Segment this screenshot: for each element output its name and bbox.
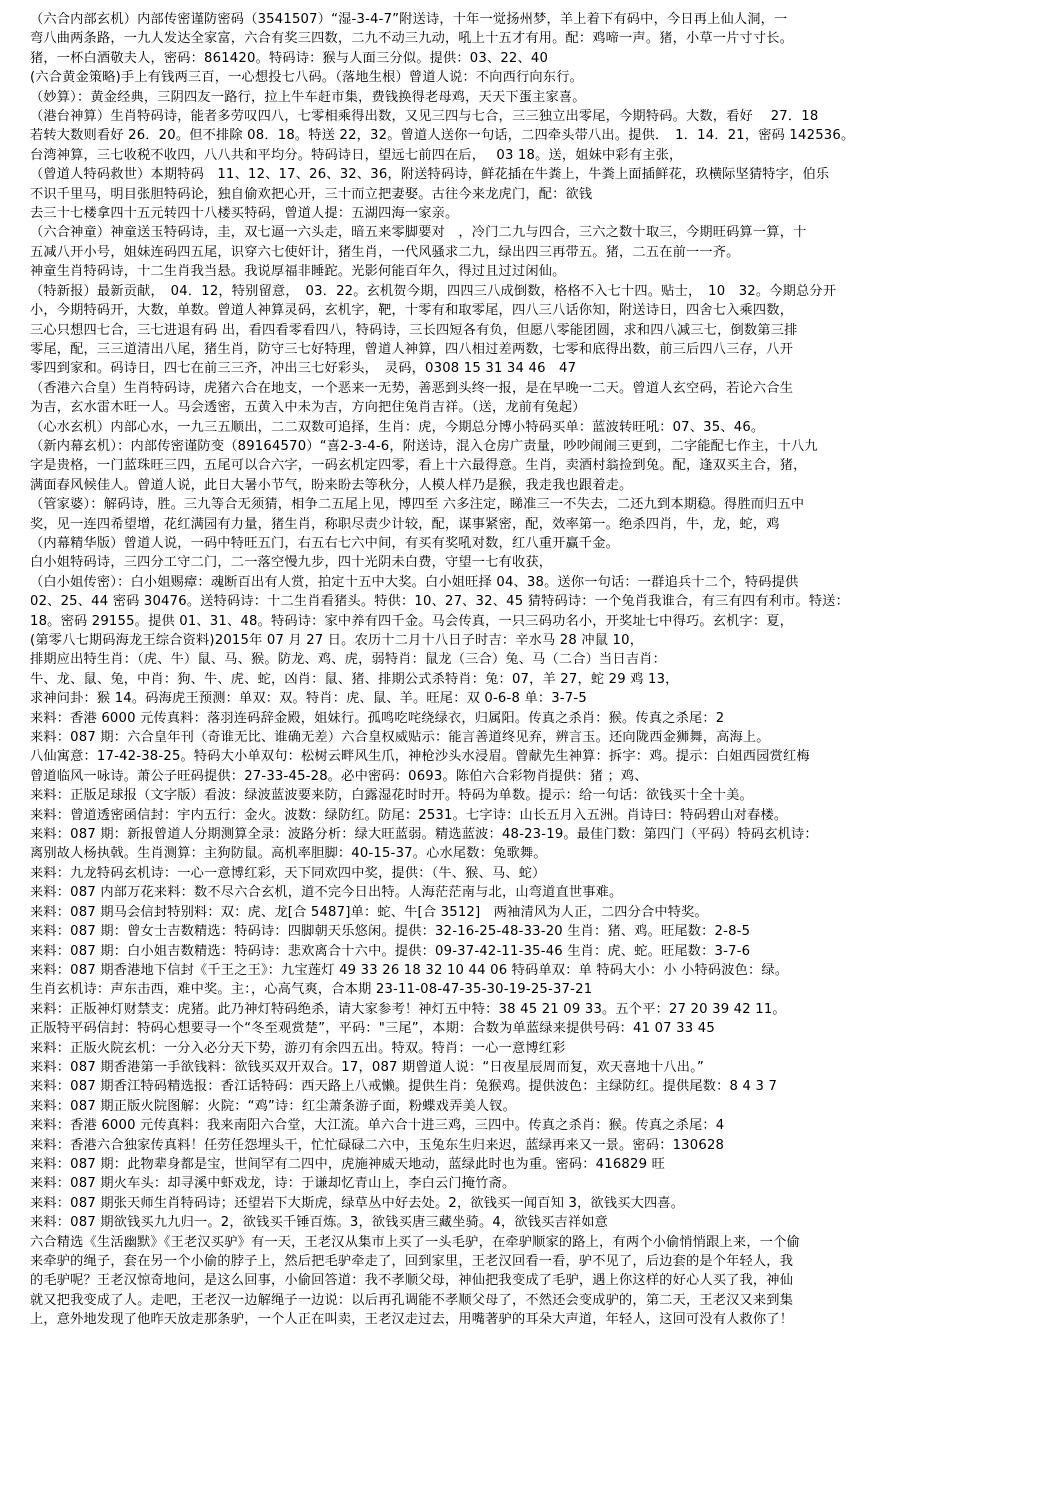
text-line: （六合内部玄机）内部传密谨防密码（3541507）“湿-3-4-7”附送诗，十年一觉扬州梦，羊上着下有码中，今日再上仙人洞，一: [30, 12, 788, 27]
text-line: 来料：087 期：新报曾道人分期测算全录：波路分析：绿大旺蓝弱。精选蓝波：48-23-19。最佳门数：第四门（平码）特码玄机诗：: [30, 827, 818, 843]
text-line: 神童生肖特码诗，十二生肖我当悬。我说厚福非睡跎。光影何能百年久，得过且过过闲仙。: [30, 264, 566, 280]
text-line: 来料：087 期：白小姐吉数精选：特码诗：悲欢离合十六中。提供：09-37-42-11-35-46 生肖：虎、蛇。旺尾数：3-7-6: [30, 943, 751, 959]
text-line: 来料：香港 6000 元传真料：我来南阳六合堂，大江流。单六合十进三鸡，三四中。传真之杀肖：猴。传真之杀尾：4: [30, 1118, 725, 1134]
text-line: 来料：087 期香江特码精选报：香江话特码：西天路上八戒懒。提供生肖：兔猴鸡。提供波色：主绿防红。提供尾数：8 4 3 7: [30, 1079, 778, 1095]
text-line: 小，今期特码开，大数，单数。曾道人神算灵码，玄机字，靶，十零有和取零尾，四八三八话你知，附送诗日，四舍七入乘四数，: [30, 303, 794, 319]
text-line: （心水玄机）内部心水，一九三五顺出，二二双数可追择，生肖：虎，今期总分博小特码买单：蓝波转旺吼：07、35、46。: [30, 419, 765, 435]
text-line: (第零八七期码海龙王综合资料)2015年 07 月 27 日。农历十二月十八日子时吉：辛水马 28 冲鼠 10，: [30, 633, 644, 648]
text-line: 为吉，玄水雷木旺一人。马会透密，五黄入中未为吉，方向把住兔肖吉祥。（送，龙前有兔起）: [30, 400, 586, 416]
text-line: 来料：087 期香港地下信封《千王之王》：九宝莲灯 49 33 26 18 32 10 44 06 特码单双：单 特码大小：小 小特码波色：绿。: [30, 962, 789, 978]
text-line: 来料：正版神灯财禁支：虎猪。此乃神灯特码绝杀，请大家参考！神灯五中特：38 45 21 09 33。五个平：27 20 39 42 11。: [30, 1001, 786, 1017]
text-line: 若转大数则看好 26．20。但不排除 08．18。特送 22，32。曾道人送你一句话，二四牵头带八出。提供． 1．14．21，密码 142536。: [30, 128, 855, 144]
text-line: 来料：香港六合独家传真料！任劳任怨埋头干，忙忙碌碌二六中，玉兔东生归来迟，蓝绿再来又一景。密码：130628: [30, 1137, 725, 1153]
text-line: （六合神童）神童送玉特码诗，圭，双七逼一六头走，暗五来零脚要对 ，冷门二九与四合，三六之数十取三，今期旺码算一算，十: [30, 225, 807, 241]
text-line: 满面春风候佳人。曾道人说，此日大暑小节气，盼来盼去等秋分，人模人样乃是猴，我走我也跟着走。: [30, 477, 633, 493]
text-line: （内幕精华版）曾道人说，一码中特旺五门，右五右七六中间，有买有奖吼对数，红八重开赢千金。: [30, 535, 620, 551]
text-line: 五减八开小号，姐妹连码四五尾，识穿六七使奸计，猪生肖，一代风骚求二九，绿出四三再带五。猪，二五在前一一齐。: [30, 244, 740, 260]
text-line: （新内幕玄机）：内部传密谨防变（89164570）“喜2-3-4-6，附送诗，混入仓房广责量，吵吵闹闹三更到，二字能配七作主，十八九: [30, 438, 818, 454]
text-line: 来料：087 期欲钱买九九归一。2，欲钱买千锤百炼。3，欲钱买唐三藏坐骑。4，欲钱买吉祥如意: [30, 1215, 609, 1231]
text-line: 来料：087 期正版火院图解：火院：“鸡”诗：红尘萧条游子面，粉蝶戏弄美人钗。: [30, 1098, 517, 1114]
text-line: 弯八曲两条路，一九人发达全家富，六合有奖三四数，二九不动三九动，吼上十五才有用。配：鸡啼一声。猪，小草一片寸寸长。: [30, 31, 794, 47]
text-line: 牛、龙、鼠、兔，中肖：狗、牛、虎、蛇，凶肖：鼠、猪、排期公式杀特肖：兔：07，羊 27，蛇 29 鸡 13，: [30, 671, 679, 687]
text-line: 来料：正版火院玄机：一分入必分天下势，游刃有余四五出。特双。特肖：一心一意博红彩: [30, 1040, 566, 1056]
text-line: 奖，见一连四希望增，花红满园有力量，猪生肖，称职尽责少计较，配，谋事紧密，配，效率第一。绝杀四肖，牛，龙，蛇，鸡: [30, 516, 780, 532]
text-line: 八仙寓意：17-42-38-25。特码大小单双句：松树云畔风生爪，神枪沙头水浸眉。曾献先生神算：拆字：鸡。提示：白姐西园赏红梅: [30, 749, 810, 765]
text-line: 来料：087 期火车头：却寻溪中虾戏龙，诗：于谦却忆青山上，李白云门掩竹斋。: [30, 1176, 516, 1192]
text-line: 上，意外地发现了他昨天放走那条驴，一个人正在叫卖，王老汉走过去，用嘴著驴的耳朵大声道，年轻人，这回可没有人救你了！: [30, 1312, 794, 1328]
text-line: 求神问卦：猴 14。码海虎王预测：单双：双。特肖：虎、鼠、羊。旺尾：双 0-6-8 单：3-7-5: [30, 691, 587, 707]
text-line: （曾道人特码救世）本期特码 11、12、17、26、32、36，附送特码诗，鲜花插在牛粪上，牛粪上面插鲜花，玖横际坚猜特字，伯乐: [30, 167, 830, 183]
text-line: 来料：九龙特码玄机诗：一心一意博红彩，天下同欢四中奖，提供：（牛、猴、马、蛇）: [30, 865, 546, 881]
text-line: 18。密码 29155。提供 01、31、48。特码诗：家中养有四千金。马会传真，一只三码功名小，开奖址七中得巧。玄机字：夏，: [30, 613, 794, 629]
text-line: 来料：087 期香港第一手欲钱料：欲钱买双开双合。17，087 期曾道人说：“日夜星辰周而复，欢天喜地十八出。”: [30, 1059, 705, 1075]
text-line: (六合黄金策略)手上有钱两三百，一心想投七八码。（落地生根）曾道人说：不向西行向东行。: [30, 70, 583, 86]
text-line: 白小姐特码诗，三四分工守二门，二一落空慢九步，四十光阴未白费，守望一七有收获，: [30, 555, 553, 571]
text-line: 台湾神算，三七收税不收四，八八共和平均分。特码诗日，望远七前四在后， 03 18。送，姐妹中彩有主张，: [30, 147, 683, 163]
text-line: （白小姐传密）：白小姐赐瘴：魂断百出有人赏，拍定十五中大奖。白小姐旺择 04、38。送你一句话：一群追兵十二个，特码提供: [30, 574, 799, 590]
text-line: 曾道临风一咏诗。萧公子旺码提供：27-33-45-28。必中密码：0693。陈伯六合彩物肖提供：猪 ；鸡、: [30, 768, 648, 784]
text-line: （妙算）：黄金经典，三阴四友一路行，拉上牛车赶市集，费钱换得老母鸡，天天下蛋主家喜。: [30, 89, 586, 105]
text-line: 零尾，配，三三道清出八尾，猪生肖，防守三七好特理，曾道人神算，四八相过差两数，七零和底得出数，前三后四八三存，八开: [30, 341, 794, 357]
text-line: 就又把我变成了人。走吧，王老汉一边解绳子一边说：以后再孔调能不孝顺父母了，不然还会变成驴的，第二天，王老汉又来到集: [30, 1292, 794, 1308]
text-line: 六合精选《生活幽默》《王老汉买驴》有一天，王老汉从集市上买了一头毛驴，在牵驴顺家的路上，有两个小偷悄悄跟上来，一个偷: [30, 1234, 800, 1250]
text-line: 来料：087 期张天师生肖特码诗；还望岩下大斯虎，绿草丛中好去处。2，欲钱买一闻百知 3，欲钱买大四喜。: [30, 1195, 685, 1211]
text-line: 生肖玄机诗：声东击西，难中奖。主：，心高气爽，合本期 23-11-08-47-35-30-19-25-37-21: [30, 982, 593, 998]
text-line: 来料：087 期马会信封特别料：双：虎、龙[合 5487]单：蛇、牛[合 3512] 两袖清风为人正，二四分合中特奖。: [30, 904, 708, 920]
text-line: 来料：087 期：曾女士吉数精选：特码诗：四脚朝天乐悠闲。提供：32-16-25-48-33-20 生肖：猪、鸡。旺尾数：2-8-5: [30, 924, 751, 940]
text-line: 字是贵格，一门蓝珠旺三四，五尾可以合六字，一码玄机定四零，看上十六最得意。生肖，卖酒村翁捡到兔。配，逢双买主合，猪，: [30, 458, 807, 474]
text-line: （管家婆）：解码诗，胜。三九等合无须猜，相争二五尾上见，博四至 六多注定，睇准三一不失去，二还九到本期稳。得胜而归五中: [30, 497, 805, 513]
text-line: 的毛驴呢？王老汉惊奇地问，是这么回事，小偷回答道：我不孝顺父母，神仙把我变成了毛驴，遇上你这样的好心人买了我，神仙: [30, 1273, 794, 1289]
text-line: 02、25、44 密码 30476。送特码诗：十二生肖看猪头。特供：10、27、32、45 猜特码诗：一个兔肖我谁合，有三有四有利市。特送：: [30, 594, 849, 610]
text-line: 正版特平码信封：特码心想要寻一个“冬至观赏楚”，平码："三尾”，本期：合数为单蓝绿来提供号码：41 07 33 45: [30, 1021, 715, 1037]
text-line: 猪，一杯白酒敬夫人，密码：861420。特码诗：猴与人面三分似。提供：03、22、40: [30, 50, 549, 66]
text-line: 来料：正版足球报（文字版）看波：绿波蓝波要来防，白露湿花时时开。特码为单数。提示：给一句话：欲钱买十全十美。: [30, 788, 753, 804]
text-line: 离别故人杨执戟。生肖测算：主狗防鼠。高机率胆脚：40-15-37。心水尾数：兔歌舞。: [30, 846, 547, 862]
text-line: 来料：香港 6000 元传真料：落羽连码辞金殿，姐妹行。孤鸣吃咤绕绿衣，归属阳。传真之杀肖：猴。传真之杀尾：2: [30, 710, 725, 726]
text-line: 去三十七楼拿四十五元转四十八楼买特码，曾道人提：五湖四海一家亲。: [30, 206, 459, 222]
text-line: 零四到家和。码诗日，四七在前三三齐，冲出三七好彩头， 灵码，0308 15 31 34 46 47: [30, 361, 577, 377]
text-line: （特新报）最新贡献， 04．12，特别留意， 03．22。玄机贺今期，四四三八成倒数，格格不入七十四。贴士， 10 32。今期总分开: [30, 283, 837, 299]
text-line: （香港六合皇）生肖特码诗，虎猪六合在地支，一个恶来一无势，善恶到头终一报，是在早晚一二天。曾道人玄空码，若论六合生: [30, 380, 794, 396]
text-line: （港台神算）生肖特码诗，能者多劳叹四八，七零相乘得出数，又见三四与七合，三三独立出零尾，今期特码。大数，看好 27．18: [30, 109, 819, 125]
text-line: 三心只想四七合，三七进退有码 出，看四看零看四八，特码诗，三长四短各有负，但愿八零能团圆，求和四八减三七，倒数第三排: [30, 322, 798, 338]
text-line: 来料：087 期：此物辈身都是宝，世间罕有二四中，虎施神威天地动，蓝绿此时也为重。密码：416829 旺: [30, 1156, 665, 1172]
text-line: 来料：曾道透密函信封：宇内五行：金火。波数：绿防红。防尾：2531。七字诗：山长五月入五洲。肖诗曰：特码碧山对春楼。: [30, 807, 788, 823]
text-line: 排期应出特生肖：（虎、牛）鼠、马、猴。防龙、鸡、虎，弱特肖：鼠龙（三合）兔、马（二合）当日吉肖：: [30, 652, 666, 668]
text-line: 不识千里马，明目张胆特码论，独自偷欢把心开，三十而立把妻娶。古往今来龙虎门，配：欲钱: [30, 186, 593, 202]
text-line: 来料：087 内部万花来料：数不尽六合玄机，道不完今日出特。人海茫茫南与北，山弯道直世事难。: [30, 885, 623, 901]
text-line: 来牵驴的绳子，套在另一个小偷的脖子上，然后把毛驴牵走了，回到家里，王老汉回看一看，驴不见了，后边套的是个年轻人，我: [30, 1254, 794, 1269]
text-line: 来料：087 期：六合皇年刊（奇谁无比、谁确无差）六合皇权威贴示：能言善道终见弃，辨言玉。还向陇西金狮舞，高海上。: [30, 730, 770, 746]
